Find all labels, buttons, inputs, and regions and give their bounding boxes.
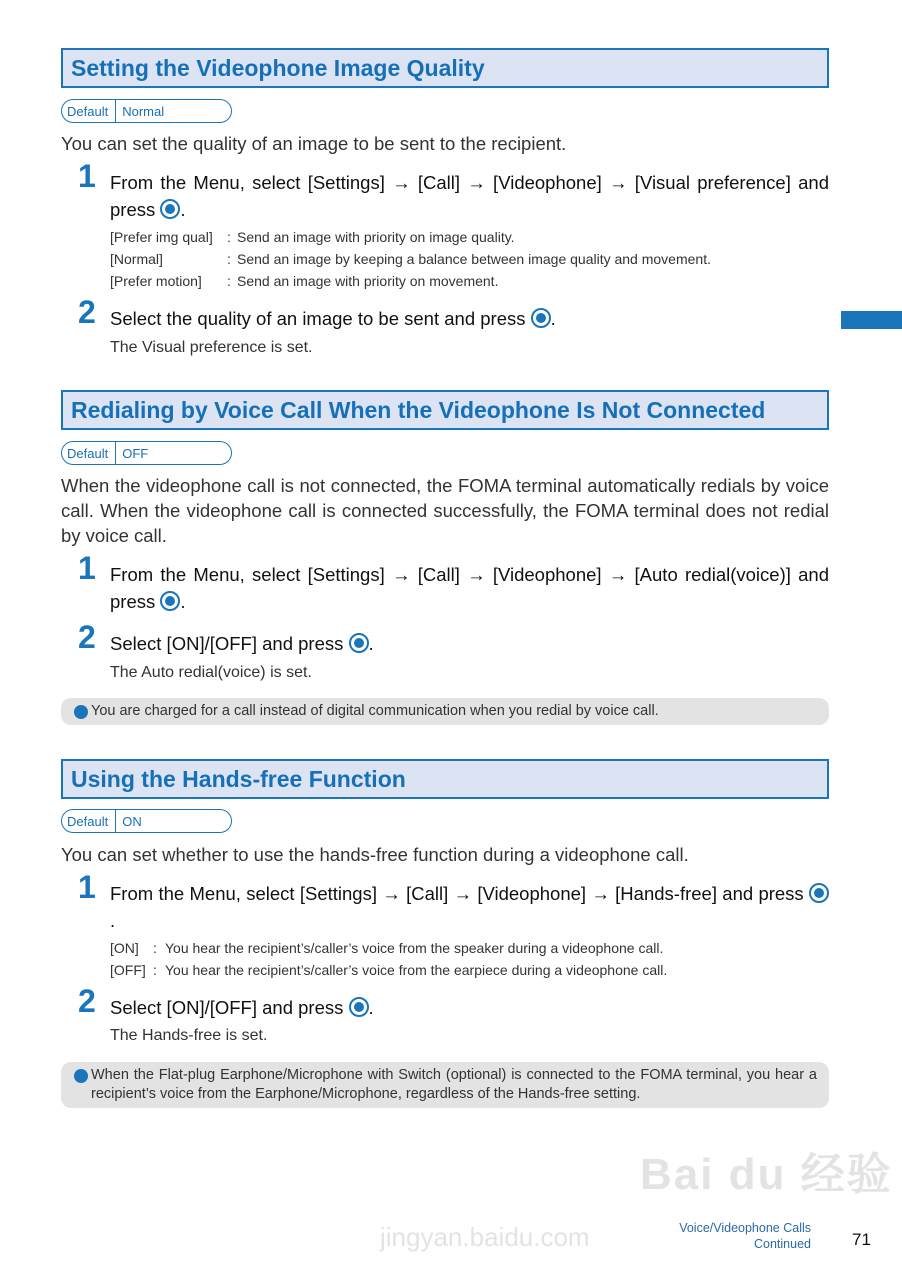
step-number: 1 — [78, 550, 96, 586]
intro-text: You can set whether to use the hands-free function during a videophone call. — [61, 844, 689, 865]
option-list — [110, 937, 667, 981]
step-number: 2 — [78, 294, 96, 330]
chapter-tab — [841, 311, 902, 329]
step-text: Select [ON]/[OFF] and press — [110, 997, 344, 1018]
step-2: 2 Select [ON]/[OFF] and press . — [78, 619, 374, 655]
section-heading: Using the Hands-free Function — [61, 759, 829, 799]
section-heading: Redialing by Voice Call When the Videophone Is Not Connected — [61, 390, 829, 430]
center-key-icon — [160, 199, 180, 219]
default-value: ON — [122, 813, 142, 829]
option-name: [OFF] — [110, 962, 146, 978]
center-key-icon — [349, 997, 369, 1017]
option-sep: : — [227, 273, 231, 289]
watermark-logo: Bai du 经验 — [640, 1150, 893, 1199]
step-1: 1 From the Menu, select [Settings] → [Call] → [Videophone] → [Auto redial(voice)] and press . — [78, 550, 829, 612]
center-key-icon — [809, 883, 829, 903]
center-key-icon — [349, 633, 369, 653]
default-label: Default — [62, 100, 116, 122]
step-number: 1 — [78, 869, 96, 905]
option-desc: You hear the recipient’s/caller’s voice from the earpiece during a videophone call. — [165, 962, 668, 978]
result-text: The Auto redial(voice) is set. — [110, 664, 312, 681]
footer-chapter — [679, 1220, 811, 1252]
result-text: The Hands-free is set. — [110, 1027, 268, 1044]
watermark-url: jingyan.baidu.com — [380, 1222, 590, 1252]
option-name: [Prefer img qual] — [110, 229, 213, 245]
default-badge — [61, 441, 232, 465]
step-2: 2 Select [ON]/[OFF] and press . — [78, 983, 374, 1019]
step-text: From the Menu, select [Settings] → [Call] → [Videophone] → [Hands-free] and press — [110, 883, 804, 904]
default-value: Normal — [122, 103, 165, 119]
option-desc: Send an image with priority on image quality. — [237, 229, 515, 245]
step-number: 2 — [78, 619, 96, 655]
center-key-icon — [531, 308, 551, 328]
section-heading: Setting the Videophone Image Quality — [61, 48, 829, 88]
option-desc: You hear the recipient’s/caller’s voice from the speaker during a videophone call. — [165, 940, 664, 956]
step-text: From the Menu, select [Settings] → [Call] → [Videophone] → [Auto redial(voice)] and press — [110, 564, 829, 612]
step-text: Select [ON]/[OFF] and press — [110, 633, 344, 654]
option-sep: : — [153, 940, 157, 956]
step-text: Select the quality of an image to be sent and press — [110, 308, 526, 329]
option-name: [Normal] — [110, 251, 163, 267]
option-sep: : — [227, 229, 231, 245]
default-value: OFF — [122, 445, 149, 461]
step-2: 2 Select the quality of an image to be sent and press . — [78, 294, 556, 330]
chapter-label: Voice/Videophone Calls — [679, 1221, 811, 1235]
default-badge — [61, 809, 232, 833]
default-label: Default — [62, 442, 116, 464]
intro-text: When the videophone call is not connected, the FOMA terminal automatically redials by voice call. When the videophone call is connected successfully, the FOMA terminal does not redial by voice call. — [61, 475, 829, 546]
option-name: [ON] — [110, 940, 139, 956]
option-sep: : — [227, 251, 231, 267]
note-box: When the Flat-plug Earphone/Microphone with Switch (optional) is connected to the FOMA terminal, you hear a recipient’s voice from the Earphone/Microphone, regardless of the Hands-free setting. — [61, 1062, 829, 1108]
step-text: From the Menu, select [Settings] → [Call] → [Videophone] → [Visual preference] and press — [110, 172, 829, 220]
option-list — [110, 226, 711, 292]
step-number: 1 — [78, 158, 96, 194]
page-number: 71 — [852, 1230, 871, 1249]
option-desc: Send an image by keeping a balance between image quality and movement. — [237, 251, 711, 267]
note-box: You are charged for a call instead of digital communication when you redial by voice call. — [61, 698, 829, 725]
step-1: 1 From the Menu, select [Settings] → [Call] → [Videophone] → [Visual preference] and press . — [78, 158, 829, 220]
default-badge — [61, 99, 232, 123]
option-sep: : — [153, 962, 157, 978]
result-text: The Visual preference is set. — [110, 339, 313, 356]
option-name: [Prefer motion] — [110, 273, 202, 289]
step-number: 2 — [78, 983, 96, 1019]
continued-label: Continued — [754, 1237, 811, 1251]
intro-text: You can set the quality of an image to be sent to the recipient. — [61, 133, 567, 154]
center-key-icon — [160, 591, 180, 611]
default-label: Default — [62, 810, 116, 832]
option-desc: Send an image with priority on movement. — [237, 273, 499, 289]
step-1: 1 From the Menu, select [Settings] → [Call] → [Videophone] → [Hands-free] and press . — [78, 880, 829, 934]
